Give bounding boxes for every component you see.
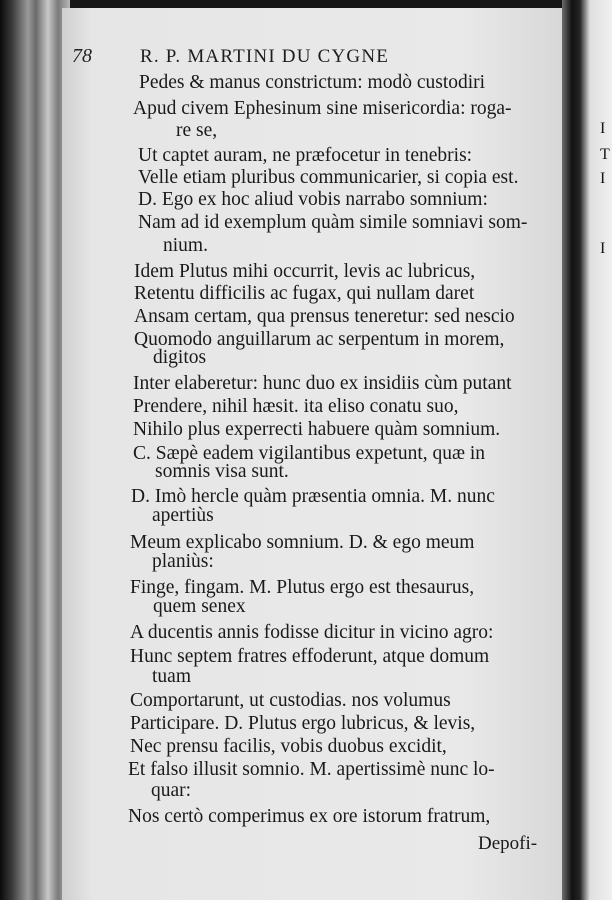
text-line: Retentu difficilis ac fugax, qui nullam daret [134,283,475,304]
facing-page-edge [562,0,612,900]
catchword: Depofi- [478,833,538,854]
text-line: C. Sæpè eadem vigilantibus expetunt, quæ in [133,443,486,464]
facing-page-fragment: I [600,170,606,187]
text-line: A ducentis annis fodisse dicitur in vicino agro: [130,622,494,643]
text-line: D. Imò hercle quàm præsentia omnia. M. nunc [131,486,495,507]
text-line: Finge, fingam. M. Plutus ergo est thesaurus, [130,577,475,598]
text-line: apertiùs [152,505,214,526]
text-line: tuam [152,666,191,687]
facing-page-fragment: I [600,240,606,257]
left-page-stack [0,0,70,900]
text-line: Meum explicabo somnium. D. & ego meum [130,532,475,553]
text-line: somnis visa sunt. [155,461,289,482]
text-line: Participare. D. Plutus ergo lubricus, & levis, [130,713,476,734]
text-line: Et falso illusit somnio. M. apertissimè nunc lo- [128,759,495,780]
text-line: nium. [163,235,208,256]
text-line: quar: [151,780,192,801]
text-line: Hunc septem fratres effoderunt, atque domum [130,646,490,667]
text-line: Ut captet auram, ne præfocetur in tenebris: [138,145,473,166]
text-line: D. Ego ex hoc aliud vobis narrabo somnium: [138,189,488,210]
text-line: Inter elaberetur: hunc duo ex insidiis cùm putant [133,373,512,394]
text-line: Nam ad id exemplum quàm simile somniavi som- [138,212,528,233]
text-line: Nec prensu facilis, vobis duobus excidit, [130,736,447,757]
text-line: Prendere, nihil hæsit. ita eliso conatu suo, [133,396,459,417]
text-line: Apud civem Ephesinum sine misericordia: roga- [133,98,512,119]
text-line: planiùs: [152,551,214,572]
text-line: Quomodo anguillarum ac serpentum in morem, [134,329,505,350]
running-head: R. P. MARTINI DU CYGNE [140,46,390,67]
text-line: Idem Plutus mihi occurrit, levis ac lubricus, [134,261,476,282]
facing-page-fragment: I [600,120,606,137]
text-line: re se, [176,120,218,141]
text-line: quem senex [153,596,246,617]
page-number: 78 [72,45,92,67]
facing-page-fragment: T [600,146,610,163]
text-line: Velle etiam pluribus communicarier, si copia est. [138,167,519,188]
text-line: Ansam certam, qua prensus teneretur: sed nescio [134,306,515,327]
text-line: Comportarunt, ut custodias. nos volumus [130,690,451,711]
text-line: Nos certò comperimus ex ore istorum fratrum, [128,806,491,827]
text-line: digitos [153,347,207,368]
text-line: Nihilo plus experrecti habuere quàm somnium. [133,419,501,440]
text-line: Pedes & manus constrictum: modò custodiri [139,72,486,93]
